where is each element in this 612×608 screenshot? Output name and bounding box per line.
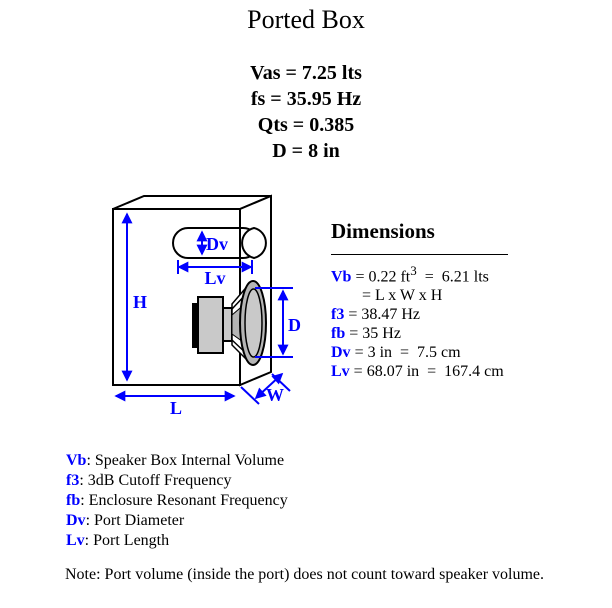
- dimensions-underline: [331, 254, 508, 255]
- legend-vb-label: Vb: [66, 452, 87, 469]
- dim-label-port-length: Lv: [204, 268, 226, 288]
- result-vb-value2: = 6.21 lts: [416, 268, 489, 286]
- result-fb-value: = 35 Hz: [345, 325, 401, 343]
- legend-dv-text: : Port Diameter: [85, 512, 185, 529]
- dim-label-width: W: [266, 385, 284, 405]
- result-fb-label: fb: [331, 325, 346, 343]
- legend-lv-text: : Port Length: [84, 532, 170, 549]
- legend-fb-label: fb: [66, 492, 81, 509]
- result-dv: [331, 343, 551, 362]
- legend-lv: [66, 531, 288, 551]
- speaker-magnet: [198, 297, 223, 353]
- width-ext-front: [241, 387, 259, 404]
- page-title: Ported Box: [247, 5, 365, 34]
- dimensions-panel: [331, 219, 551, 381]
- param-fs: fs = 35.95 Hz: [250, 88, 362, 110]
- speaker-neck: [223, 308, 232, 341]
- dim-label-driver-diameter: D: [288, 315, 301, 335]
- result-lv-value: = 68.07 in = 167.4 cm: [349, 363, 504, 381]
- param-vas: Vas = 7.25 lts: [250, 62, 362, 84]
- result-vb: [331, 261, 551, 286]
- legend-f3-text: : 3dB Cutoff Frequency: [79, 472, 232, 489]
- legend-f3-label: f3: [66, 472, 80, 489]
- dim-label-length: L: [170, 398, 183, 418]
- speaker-cone-face: [245, 289, 262, 357]
- note: Note: Port volume (inside the port) does not count toward speaker volume.: [65, 566, 545, 583]
- dimensions-results: [331, 261, 551, 381]
- result-dv-label: Dv: [331, 344, 351, 362]
- legend-f3: [66, 471, 288, 491]
- driver-parameters: [0, 60, 612, 164]
- result-lv: [331, 362, 551, 381]
- result-vb-value: = 0.22 ft: [351, 268, 411, 286]
- legend: [66, 451, 288, 551]
- legend-vb: [66, 451, 288, 471]
- legend-lv-label: Lv: [66, 532, 85, 549]
- legend-dv-label: Dv: [66, 512, 86, 529]
- result-vb-label: Vb: [331, 268, 352, 286]
- legend-vb-text: : Speaker Box Internal Volume: [86, 452, 285, 469]
- dimensions-heading: Dimensions: [331, 219, 435, 243]
- result-vb-exponent: 3: [410, 263, 417, 278]
- result-f3-label: f3: [331, 306, 345, 324]
- legend-fb: [66, 491, 288, 511]
- legend-fb-text: : Enclosure Resonant Frequency: [80, 492, 288, 509]
- dim-label-height: H: [133, 292, 148, 312]
- param-qts: Qts = 0.385: [257, 114, 355, 136]
- result-vb-formula: = L x W x H: [362, 287, 443, 305]
- legend-dv: [66, 511, 288, 531]
- box-diagram: [95, 188, 330, 423]
- port-opening: [242, 228, 266, 258]
- dim-label-port-diameter: Dv: [206, 234, 228, 254]
- result-f3: [331, 305, 551, 324]
- result-f3-value: = 38.47 Hz: [344, 306, 421, 324]
- result-lv-label: Lv: [331, 363, 350, 381]
- result-fb: [331, 324, 551, 343]
- param-d: D = 8 in: [272, 140, 340, 162]
- result-dv-value: = 3 in = 7.5 cm: [350, 344, 461, 362]
